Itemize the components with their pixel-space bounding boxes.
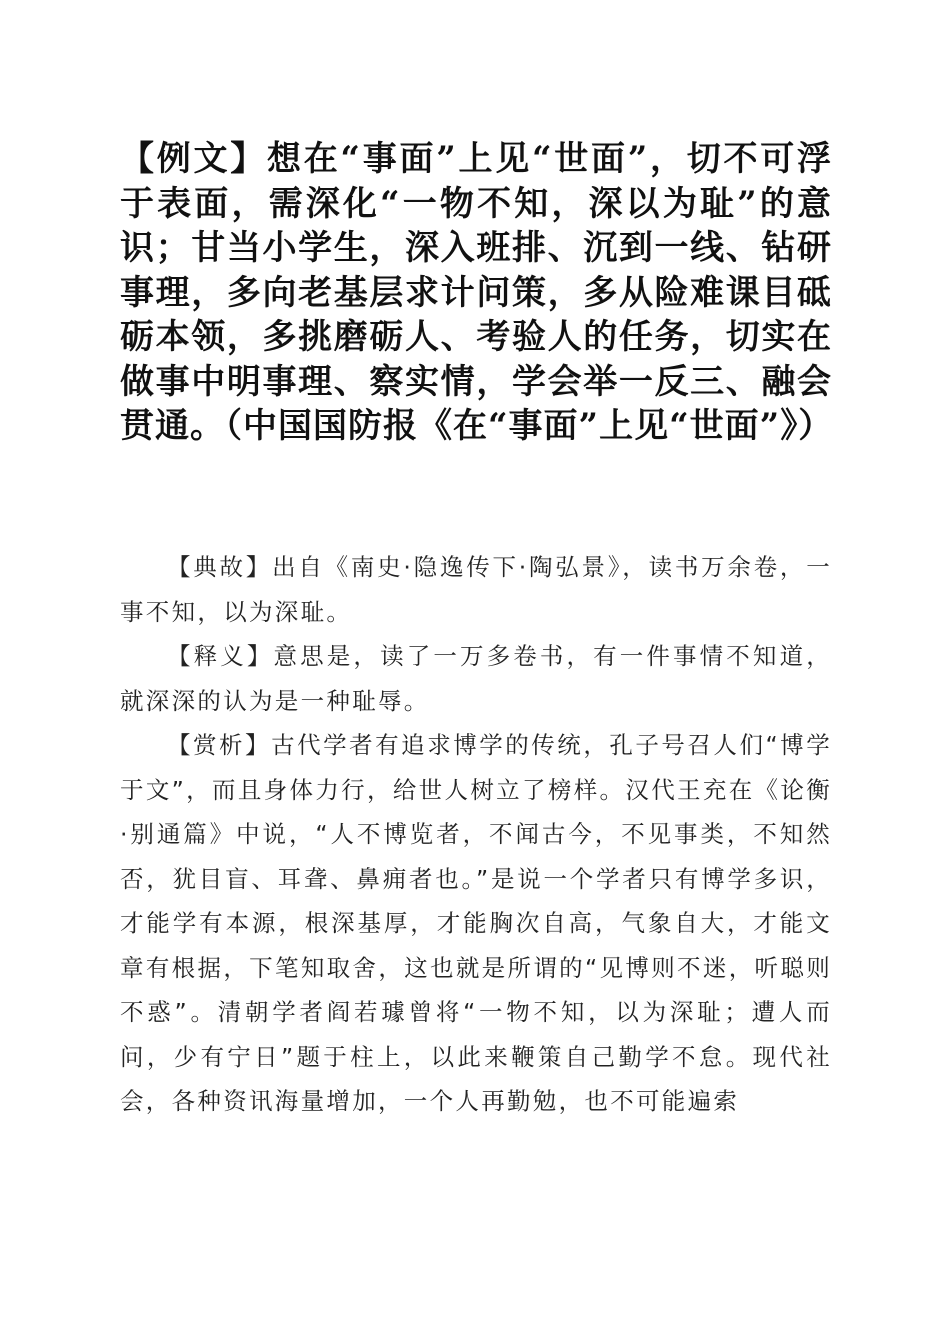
document-body (120, 545, 832, 1124)
allusion-paragraph: 【典故】出自《南史·隐逸传下·陶弘景》，读书万余卷，一事不知，以为深耻。 (120, 553, 832, 626)
meaning-paragraph: 【释义】意思是，读了一万多卷书，有一件事情不知道，就深深的认为是一种耻辱。 (120, 642, 832, 715)
appreciation-paragraph: 【赏析】古代学者有追求博学的传统，孔子号召人们“博学于文”，而且身体力行，给世人树立了榜样。汉代王充在《论衡·别通篇》中说，“人不博览者，不闻古今，不见事类，不知然否，犹目盲、耳聋、鼻痈者也。”是说一个学者只有博学多识，才能学有本源，根深基厚，才能胸次自高，气象自大，才能文章有根据，下笔知取舍，这也就是所谓的“见博则不迷，听聪则不惑”。清朝学者阎若璩曾将“一物不知，以为深耻；遭人而问，少有宁日”题于柱上，以此来鞭策自己勤学不怠。现代社会，各种资讯海量增加，一个人再勤勉，也不可能遍索 (120, 731, 832, 1115)
example-heading: 【例文】想在“事面”上见“世面”，切不可浮于表面，需深化“一物不知，深以为耻”的意识；甘当小学生，深入班排、沉到一线、钻研事理，多向老基层求计问策，多从险难课目砥砺本领，多挑磨砺人、考验人的任务，切实在做事中明事理、察实情，学会举一反三、融会贯通。（中国国防报《在“事面”上见“世面”》） (120, 139, 834, 446)
